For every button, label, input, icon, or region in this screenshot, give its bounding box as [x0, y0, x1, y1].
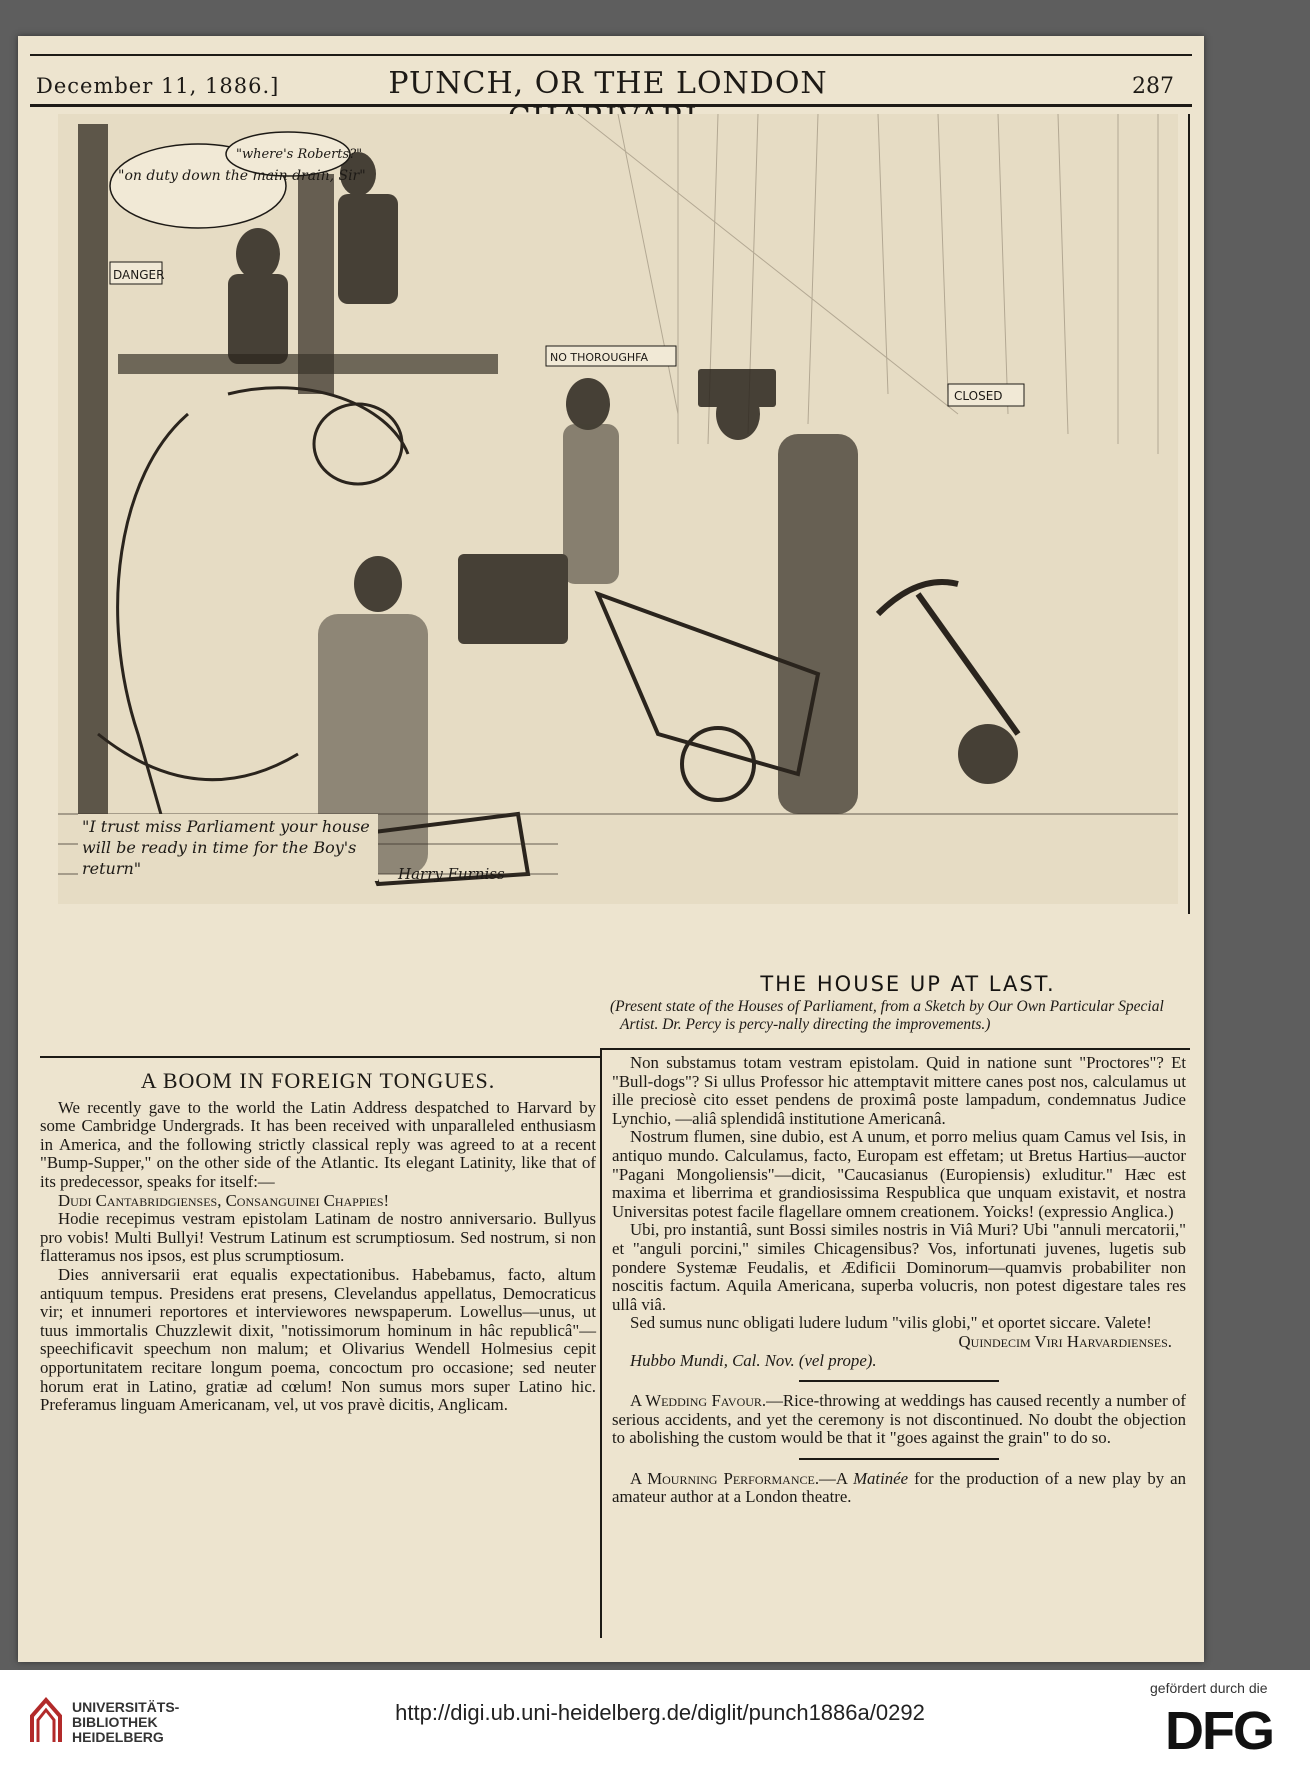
header-bottom-rule	[30, 104, 1192, 107]
article-dateline: Hubbo Mundi, Cal. Nov. (vel prope).	[630, 1350, 877, 1370]
permalink-url[interactable]: http://digi.ub.uni-heidelberg.de/diglit/punch1886a/0292	[395, 1700, 925, 1725]
dfg-logo: DFG	[1165, 1701, 1273, 1761]
header-top-rule	[30, 54, 1192, 56]
column-divider-rule	[600, 1048, 602, 1638]
handwritten-caption: "I trust miss Parliament your house will be ready in time for the Boy's return"	[78, 814, 378, 881]
wedding-text: —Rice-throwing at weddings has caused recently a number of serious accidents, and yet the ceremony is not discontinued. No doubt the objection to abolishing the custom would be that it "goes against the grain" to do so.	[612, 1391, 1187, 1448]
article-paragraph-1: Hodie recepimus vestram epistolam Latinam de nostro anniversario. Bullyus pro vobis! Multi Bullyi! Vestrum Latinum est scrumptiosum. Sed nostrum, si non flatteramus nos ipsos, est plus scrumptiosum.	[40, 1209, 596, 1266]
sign-no-thoroughfare: NO THOROUGHFA	[550, 351, 649, 364]
article-signature: Quindecim Viri Harvardienses.	[958, 1331, 1172, 1351]
mourning-item	[612, 1470, 1186, 1507]
scanned-page	[18, 36, 1204, 1662]
article-intro: We recently gave to the world the Latin Address despatched to Harvard by some Cambridge Undergrads. It has been received with unparalleled enthusiasm in America, and the following strictly classical reply was agreed to at a recent "Bump-Supper," on the other side of the Atlantic. Its elegant Latinity, like that of its predecessor, speaks for itself:—	[40, 1097, 596, 1191]
caption-divider-rule	[600, 1048, 1190, 1050]
sign-danger: DANGER	[113, 268, 165, 282]
header-date: December 11, 1886.]	[36, 74, 280, 98]
left-column	[40, 1068, 596, 1415]
mourning-text-b: for the production of a new play by an amateur author at a London theatre.	[612, 1468, 1186, 1507]
article-paragraph-3: Non substamus totam vestram epistolam. Quid in natione sunt "Proctores"? Et "Bull-dogs"? Si ullus Professor hic attemptavit mittere canes post nos, calculamus ut ille preciosè cito esset pendens de proximâ poste lampadum, condemnatus Judice Lynchio, —aliâ splendidâ institutione Americanâ.	[612, 1053, 1186, 1128]
artist-signature: Harry Furniss	[398, 865, 505, 883]
wedding-item	[612, 1392, 1186, 1448]
viewer-footer	[0, 1670, 1310, 1784]
mourning-text-italic: Matinée	[853, 1468, 909, 1488]
library-name: UNIVERSITÄTS-BIBLIOTHEK HEIDELBERG	[72, 1699, 180, 1745]
sign-closed: CLOSED	[954, 389, 1003, 403]
cartoon-illustration	[58, 114, 1178, 904]
wedding-heading: A Wedding Favour.	[630, 1391, 767, 1411]
header-title: PUNCH, OR THE LONDON	[388, 66, 828, 101]
article-paragraph-2: Dies anniversarii erat equalis expectationibus. Habebamus, facto, altum antiquum tempus. Presidens erat presens, Clevelandus appellatus, Democraticus vir; et innumeri reportores et interviewores newspaperum. Lowellus—unus, ut tuus immortalis Chuzzlewit dixit, "notissimorum hominum in hâc republicâ"—speechificavit speechum non malum; et Olivarius Wendell Holmesius cepit opportunitatem recitare longum poema, concoctum pro occasione; sed neuter horum erat in Latino, gratiæ ad cœlum! Non sumus mors super Latino hic. Preferamus linguam Americanam, vel, ut vos pravè dicitis, Anglicam.	[40, 1264, 596, 1415]
mourning-text-a: —A	[819, 1468, 854, 1488]
cartoon-title: THE HOUSE UP AT LAST.	[760, 972, 1056, 996]
article-paragraph-4: Nostrum flumen, sine dubio, est A unum, et porro melius quam Camus vel Isis, in antiquo mundo. Calculamus, facto, Europam est effetam; ut Bretus Hartius—auctor "Pagani Mongoliensis"—dicit, "Caucasianus (Europiensis) exluditur." Hæc est maxima et liberrima et grandiosissima Respublica que unquam existavit, et nostra Universitas potest facile flagellare omnem creationem. Yoicks! (expressio Anglica.)	[612, 1127, 1186, 1221]
mourning-heading: A Mourning Performance.	[630, 1468, 820, 1488]
speech-bubble-text-inspector: "where's Roberts?"	[236, 147, 363, 162]
speech-bubble-text-constable: "on duty down the main drain, Sir"	[118, 168, 366, 184]
library-logo-icon	[28, 1696, 64, 1746]
section-divider-1	[799, 1380, 999, 1382]
article-salutation: Dudi Cantabridgienses, Consanguinei Chappies!	[58, 1190, 390, 1210]
section-divider-2	[799, 1458, 999, 1460]
page-number: 287	[1132, 74, 1174, 99]
illustration-right-border	[1188, 114, 1190, 914]
article-paragraph-5: Ubi, pro instantiâ, sunt Bossi similes nostris in Viâ Muri? Ubi "annuli mercatorii," et "anguli porcini," similes Chicagensibus? Vos, infortunati juvenes, lugetis sub pondere Systemæ Feudalis, et Ædificii Dominorum—quamvis probabiliter non noscitis factum. Aquila Americana, superba volucris, non potest digestare tales res ullâ viâ.	[612, 1220, 1186, 1314]
funding-note: gefördert durch die	[1150, 1680, 1268, 1696]
left-col-top-rule	[40, 1056, 600, 1058]
cartoon-subtitle: (Present state of the Houses of Parliament, from a Sketch by Our Own Particular Special Artist. Dr. Percy is percy-nally directing the improvements.)	[610, 998, 1164, 1033]
article-title: A BOOM IN FOREIGN TONGUES.	[140, 1068, 496, 1093]
right-column	[612, 1054, 1186, 1507]
article-paragraph-6: Sed sumus nunc obligati ludere ludum "vilis globi," et oportet siccare. Valete!	[630, 1313, 1152, 1333]
